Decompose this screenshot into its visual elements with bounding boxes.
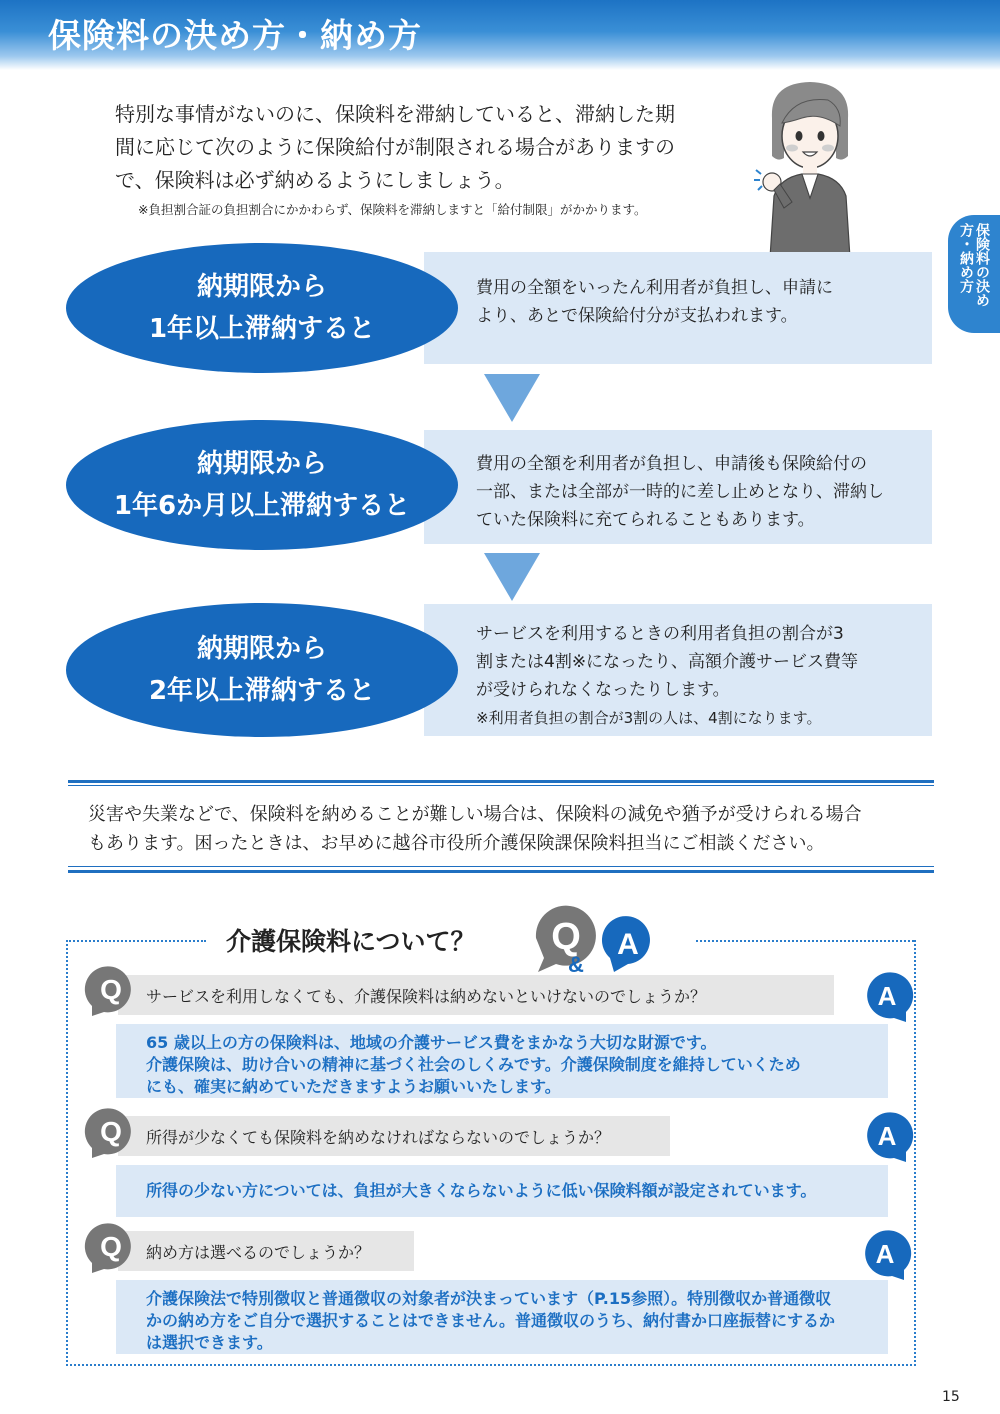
step-2-label-line: 納期限から [196, 449, 327, 479]
step-3-desc-line: サービスを利用するときの利用者負担の割合が3 [476, 624, 844, 644]
answer-line: 所得の少ない方については、負担が大きくならないように低い保険料額が設定されています。 [146, 1181, 817, 1200]
answer-icon [858, 1226, 912, 1280]
intro-line: で、保険料は必ず納めるようにしましょう。 [115, 168, 515, 192]
step-1-desc-line: より、あとで保険給付分が支払われます。 [476, 306, 798, 326]
question-bar [118, 1231, 414, 1271]
answer-icon [860, 1108, 914, 1162]
question-icon [84, 1104, 138, 1158]
answer-line: かの納め方をご自分で選択することはできません。普通徴収のうち、納付書か口座振替にするか [146, 1311, 835, 1330]
down-arrow-icon [484, 553, 540, 601]
staff-character-illustration [750, 78, 870, 258]
intro-note: ※負担割合証の負担割合にかかわらず、保険料を滞納しますと「給付制限」がかかります。 [138, 202, 647, 217]
down-arrow-icon [484, 374, 540, 422]
step-1-label-line: 1年以上滞納すると [148, 314, 376, 344]
step-3-note: ※利用者負担の割合が3割の人は、4割になります。 [476, 709, 822, 727]
answer-icon-letter: A [877, 1121, 897, 1151]
step-2-description [476, 450, 918, 534]
step-2-description-box [424, 430, 932, 544]
step-1-description-box [424, 252, 932, 364]
step-3-label-line: 納期限から [196, 634, 327, 664]
answer-text [146, 1180, 876, 1202]
question-bar [118, 975, 834, 1015]
question-icon [84, 1219, 138, 1273]
question-icon-letter: Q [100, 974, 122, 1005]
step-1-desc-line: 費用の全額をいったん利用者が負担し、申請に [476, 278, 833, 298]
answer-icon-letter: A [875, 1239, 895, 1269]
answer-text [146, 1032, 876, 1098]
intro-line: 特別な事情がないのに、保険料を滞納していると、滞納した期 [115, 102, 675, 126]
step-3-description-box [424, 604, 932, 736]
intro-paragraph [115, 98, 755, 197]
step-2-period-ellipse [66, 420, 458, 550]
side-tab-label: 保険料の決め方・納め方 [958, 223, 990, 307]
divider [68, 866, 934, 867]
step-1-label-line: 納期限から [196, 272, 327, 302]
question-bar [118, 1116, 670, 1156]
question-icon [84, 962, 138, 1016]
qa-title: 介護保険料について？ [226, 927, 476, 956]
answer-icon-letter: A [877, 981, 897, 1011]
notice-line: 災害や失業などで、保険料を納めることが難しい場合は、保険料の減免や猶予が受けられる場合 [88, 804, 862, 825]
step-2-label-line: 1年6か月以上滞納すると [113, 491, 411, 521]
answer-line: 介護保険は、助け合いの精神に基づく社会のしくみです。介護保険制度を維持していくため [146, 1055, 801, 1074]
answer-line: 介護保険法で特別徴収と普通徴収の対象者が決まっています（P.15参照）。特別徴収か普通徴収 [146, 1289, 832, 1308]
qa-frame-top [696, 940, 914, 942]
step-2-desc-line: 費用の全額を利用者が負担し、申請後も保険給付の [476, 454, 867, 474]
logo-ampersand: & [568, 952, 584, 974]
qa-logo-icon [524, 892, 664, 974]
answer-text [146, 1288, 876, 1354]
page-number: 15 [942, 1389, 960, 1405]
divider [68, 780, 934, 783]
intro-line: 間に応じて次のように保険給付が制限される場合がありますの [115, 135, 675, 159]
question-icon-letter: Q [100, 1231, 122, 1262]
answer-box [116, 1024, 888, 1098]
step-1-period-ellipse [66, 243, 458, 373]
logo-q-letter: Q [551, 916, 581, 958]
answer-icon [860, 968, 914, 1022]
page-title: 保険料の決め方・納め方 [48, 16, 422, 55]
section-side-tab[interactable] [948, 215, 1000, 333]
question-text: 所得が少なくても保険料を納めなければならないのでしょうか？ [146, 1128, 611, 1147]
answer-line: にも、確実に納めていただきますようお願いいたします。 [146, 1077, 561, 1096]
answer-box [116, 1280, 888, 1354]
consultation-notice [88, 800, 928, 858]
step-3-desc-line: が受けられなくなったりします。 [476, 680, 730, 700]
divider [68, 870, 934, 873]
step-2-desc-line: ていた保険料に充てられることもあります。 [476, 510, 815, 530]
divider [68, 785, 934, 786]
step-1-description [476, 274, 918, 330]
step-2-desc-line: 一部、または全部が一時的に差し止めとなり、滞納し [476, 482, 884, 502]
question-text: 納め方は選べるのでしょうか？ [146, 1243, 371, 1262]
answer-box [116, 1165, 888, 1217]
step-3-desc-line: 割または4割※になったり、高額介護サービス費等 [476, 652, 859, 672]
question-icon-letter: Q [100, 1116, 122, 1147]
step-3-label-line: 2年以上滞納すると [148, 676, 376, 706]
step-3-description [476, 620, 918, 732]
notice-line: もあります。困ったときは、お早めに越谷市役所介護保険課保険料担当にご相談ください。 [88, 833, 825, 854]
qa-frame-top [66, 940, 206, 942]
answer-line: は選択できます。 [146, 1333, 273, 1352]
step-3-period-ellipse [66, 603, 458, 737]
question-text: サービスを利用しなくても、介護保険料は納めないといけないのでしょうか？ [146, 987, 707, 1006]
answer-line: 65 歳以上の方の保険料は、地域の介護サービス費をまかなう大切な財源です。 [146, 1033, 717, 1052]
logo-a-letter: A [617, 928, 639, 961]
